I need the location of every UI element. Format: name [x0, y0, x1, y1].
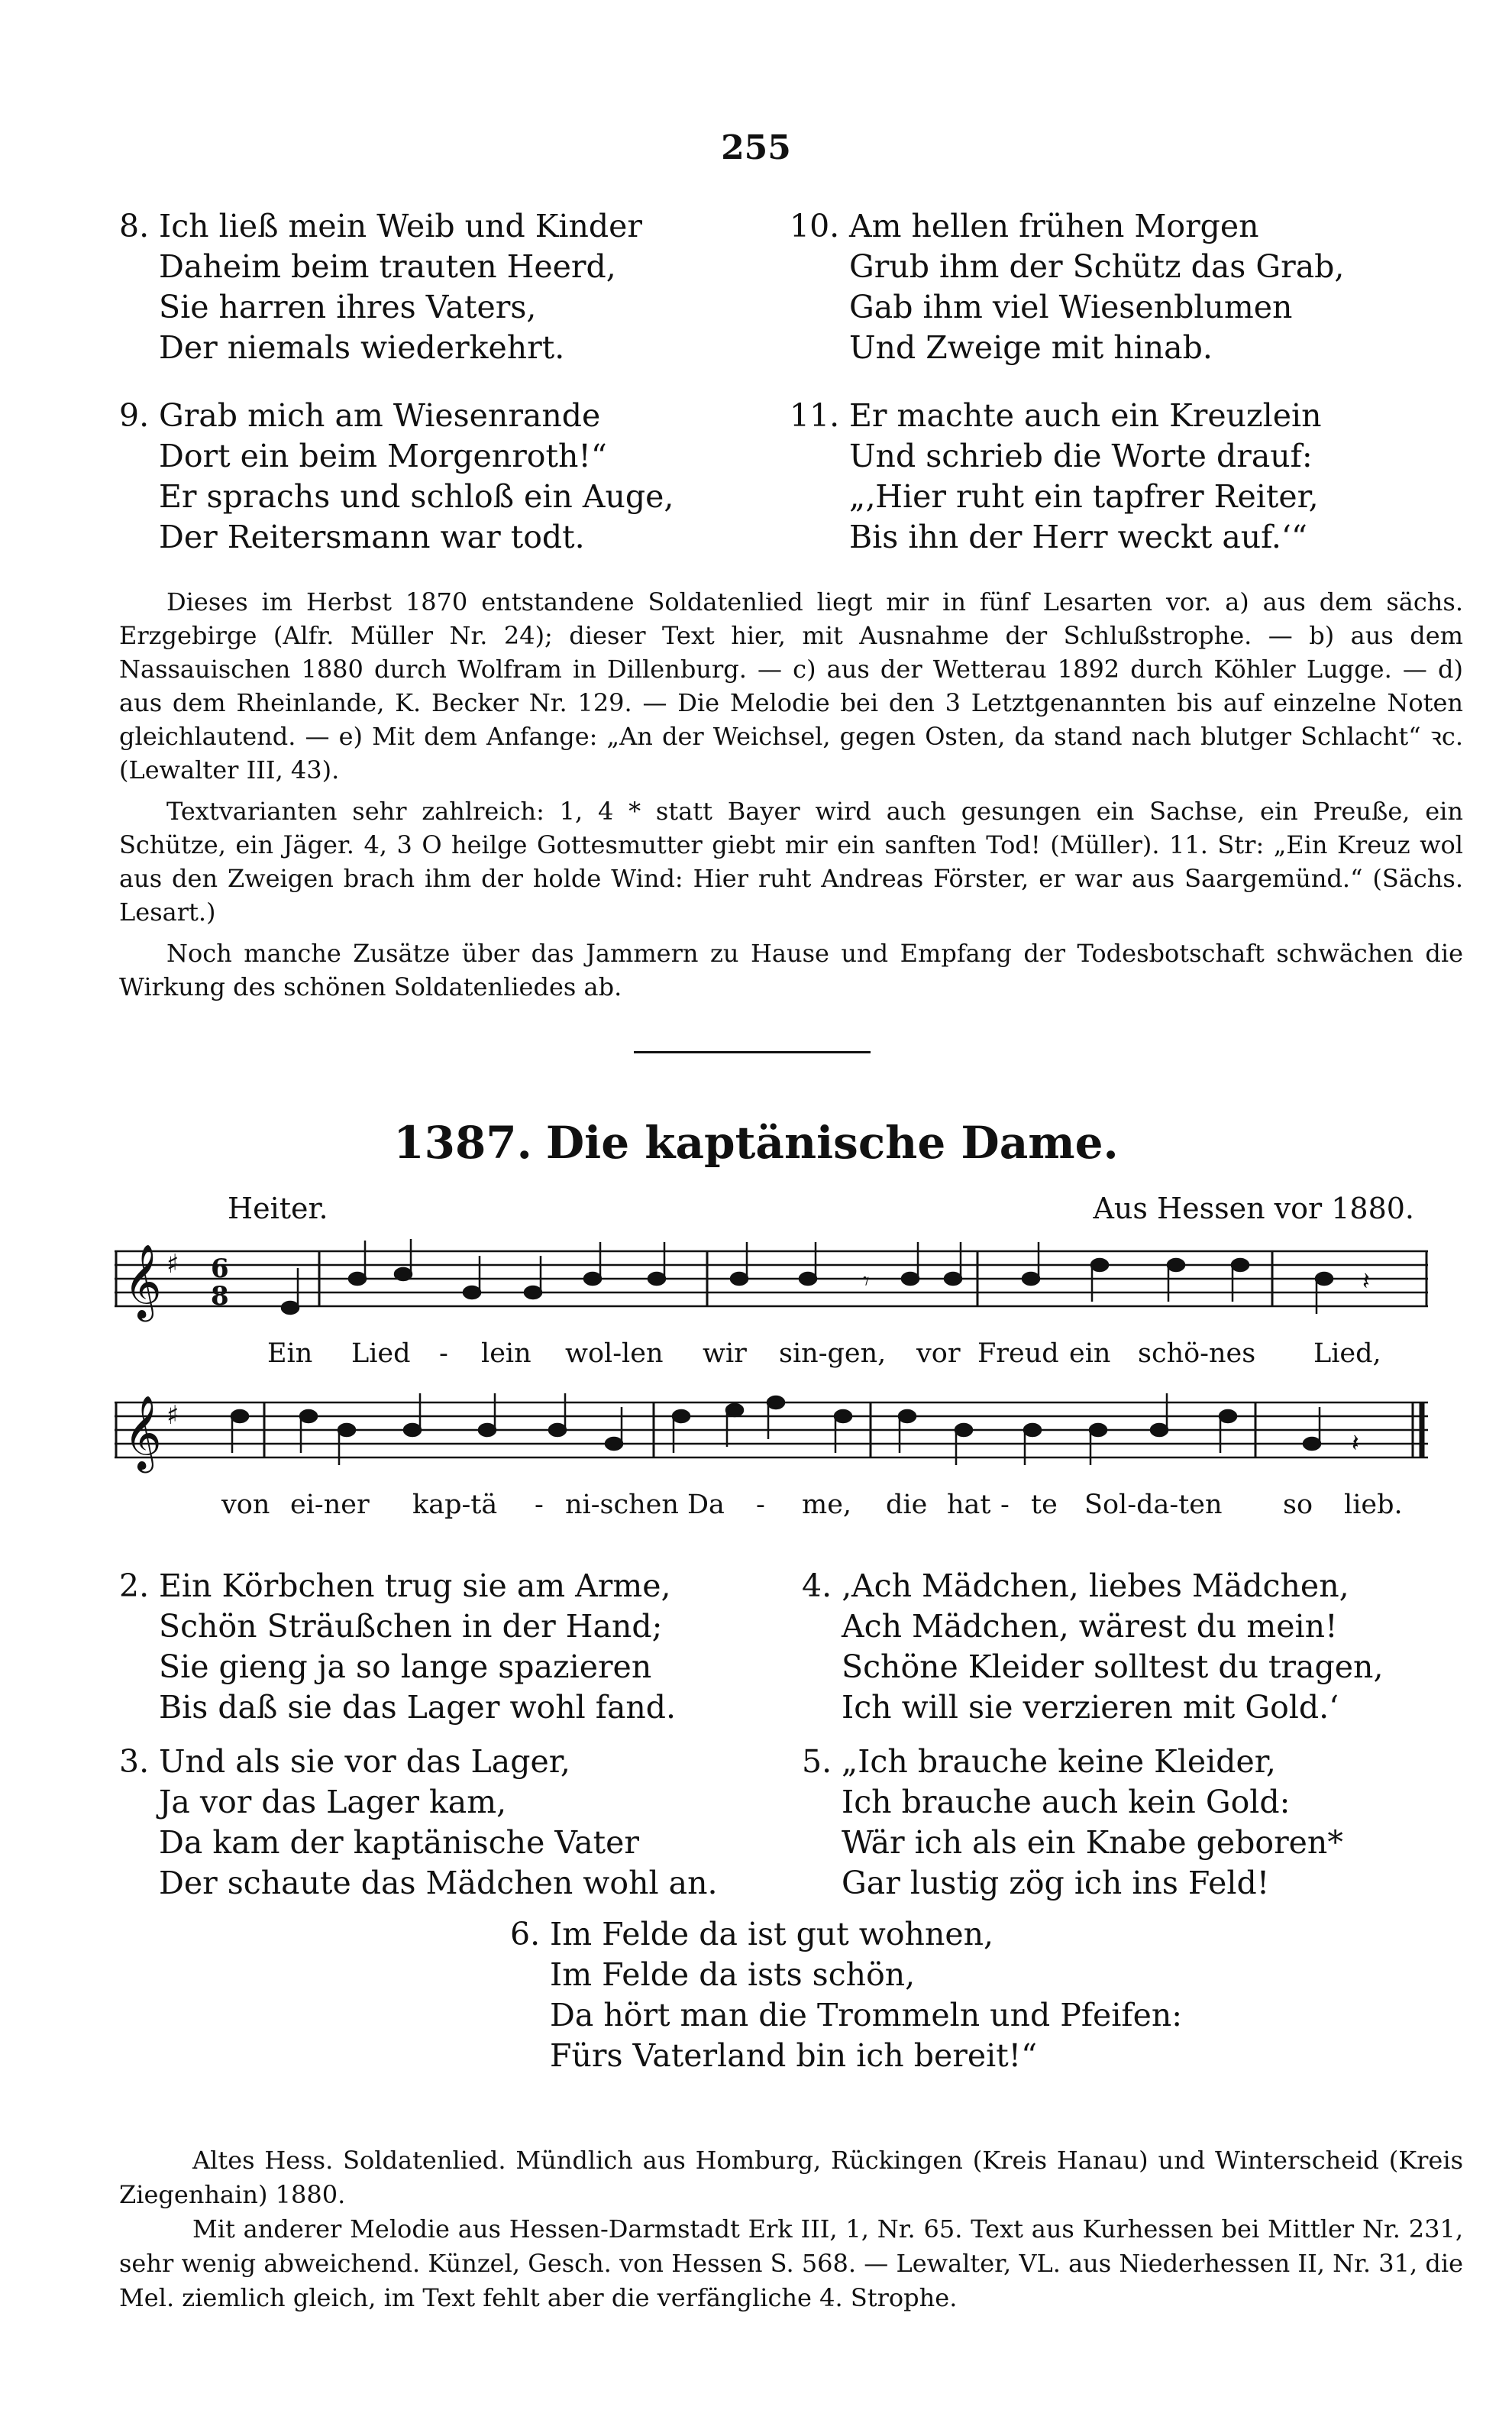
note: [1220, 1410, 1236, 1422]
verse-line: Da kam der kaptänische Vater: [159, 1824, 639, 1861]
stanza-number: 8.: [119, 208, 150, 244]
note: [1304, 1438, 1320, 1450]
note: [349, 1273, 366, 1285]
song-stanza-4: [802, 1566, 1384, 1728]
lyrics-line-1: [122, 1338, 1466, 1372]
lyric-syllable: lein: [481, 1338, 531, 1369]
verse-line: Da hört man die Trommeln und Pfeifen:: [550, 1997, 1183, 2033]
note-paragraph: Textvarianten sehr zahlreich: 1, 4 * statt Bayer wird auch gesungen ein Sachse, ein Preuße, ein Schütze, ein Jäger. 4, 3 O heilge Gottesmutter giebt mir ein sanften Tod! (Müller). 11. Str: „Ein Kreuz wol aus den Zweigen brach ihm der holde Wind: Hier ruht Andreas Förster, er war aus Saargemünd.“ (Sächs. Lesart.): [119, 797, 1463, 927]
note: [1024, 1424, 1041, 1436]
note: [1316, 1273, 1333, 1285]
note: [800, 1273, 816, 1285]
song-number: 1387.: [393, 1117, 532, 1169]
verse-line: Und Zweige mit hinab.: [849, 329, 1213, 366]
verse-line: Gar lustig zög ich ins Feld!: [842, 1865, 1270, 1901]
notes: [282, 1239, 1333, 1314]
note: [282, 1302, 299, 1314]
note: [464, 1286, 480, 1299]
stanza-11: [790, 396, 1321, 558]
treble-clef-icon: 𝄞: [124, 1395, 162, 1470]
lyric-syllable: Sol-da-ten: [1084, 1490, 1223, 1520]
rest-icon: 𝄽: [1352, 1428, 1359, 1457]
verse-line: Ein Körbchen trug sie am Arme,: [159, 1567, 671, 1604]
stanza-number: 10.: [790, 208, 840, 244]
rest-icon: 𝄽: [1362, 1267, 1370, 1296]
section-divider: [634, 1051, 871, 1053]
stanza-number: 9.: [119, 397, 150, 434]
song-title: Die kaptänische Dame.: [545, 1117, 1119, 1169]
verse-line: Ich ließ mein Weib und Kinder: [159, 208, 642, 244]
lyric-syllable: -: [756, 1490, 765, 1520]
verse-line: Am hellen frühen Morgen: [849, 208, 1259, 244]
verse-line: Grab mich am Wiesenrande: [159, 397, 601, 434]
sharp-icon: ♯: [166, 1400, 179, 1431]
page-number: 255: [721, 128, 791, 167]
verse-line: Ich brauche auch kein Gold:: [842, 1784, 1291, 1820]
verse-line: Schöne Kleider solltest du tragen,: [842, 1648, 1384, 1685]
lyric-syllable: so: [1283, 1490, 1313, 1520]
stanza-number: 3.: [119, 1743, 150, 1780]
note: [731, 1273, 748, 1285]
lyric-syllable: -: [535, 1490, 544, 1520]
verse-line: Im Felde da ist gut wohnen,: [550, 1916, 994, 1952]
verse-line: ‚Ach Mädchen, liebes Mädchen,: [842, 1567, 1349, 1604]
lyric-syllable: vor: [916, 1338, 961, 1369]
verse-line: Im Felde da ists schön,: [550, 1956, 916, 1993]
note: [525, 1286, 541, 1299]
note: [1023, 1273, 1039, 1285]
note: [584, 1273, 601, 1285]
note: [835, 1410, 851, 1422]
note: [726, 1404, 743, 1416]
verse-line: Bis daß sie das Lager wohl fand.: [159, 1689, 677, 1726]
treble-clef-icon: 𝄞: [124, 1244, 162, 1318]
note: [767, 1396, 784, 1409]
stanza-10: [790, 206, 1344, 368]
song-stanza-3: [119, 1742, 718, 1904]
source-notes: [119, 2143, 1463, 2315]
lyric-syllable: Freud: [977, 1338, 1059, 1369]
verse-line: Bis ihn der Herr weckt auf.‘“: [849, 519, 1307, 555]
note: [404, 1424, 421, 1436]
lyric-syllable: kap-tä: [412, 1490, 498, 1520]
time-signature-bottom: 8: [211, 1281, 229, 1312]
verse-line: Der schaute das Mädchen wohl an.: [159, 1865, 718, 1901]
verse-line: Der Reitersmann war todt.: [159, 519, 585, 555]
lyric-syllable: die: [886, 1490, 928, 1520]
note: [1090, 1424, 1107, 1436]
note-paragraph: Altes Hess. Soldatenlied. Mündlich aus Homburg, Rückingen (Kreis Hanau) und Winterscheid (Kreis Ziegenhain) 1880.: [119, 2146, 1463, 2209]
time-signature-top: 6: [211, 1254, 229, 1284]
song-heading: [0, 1117, 1512, 1169]
note: [395, 1268, 412, 1280]
lyric-syllable: te: [1031, 1490, 1058, 1520]
verse-line: Dort ein beim Morgenroth!“: [159, 438, 607, 474]
verse-line: Schön Sträußchen in der Hand;: [159, 1608, 663, 1645]
music-staff-1: [115, 1228, 1428, 1335]
verse-line: Daheim beim trauten Heerd,: [159, 248, 616, 285]
lyric-syllable: -: [1000, 1490, 1010, 1520]
verse-line: Ja vor das Lager kam,: [159, 1784, 507, 1820]
stanza-number: 2.: [119, 1567, 150, 1604]
song-origin: Aus Hessen vor 1880.: [1093, 1192, 1414, 1225]
note: [899, 1410, 916, 1422]
note: [1232, 1259, 1249, 1271]
lyric-syllable: ei-ner: [290, 1490, 370, 1520]
note: [902, 1273, 919, 1285]
verse-line: Gab ihm viel Wiesenblumen: [849, 289, 1293, 325]
lyric-syllable: -: [439, 1338, 448, 1369]
verse-line: Sie gieng ja so lange spazieren: [159, 1648, 652, 1685]
lyric-syllable: hat: [947, 1490, 991, 1520]
song-stanza-6: [510, 1914, 1182, 2076]
lyric-syllable: Lied,: [1313, 1338, 1381, 1369]
lyric-syllable: ein: [1069, 1338, 1111, 1369]
lyric-syllable: sin-gen,: [779, 1338, 887, 1369]
staff-lines: [115, 1251, 1428, 1306]
lyric-syllable: Lied: [351, 1338, 411, 1369]
verse-line: Ach Mädchen, wärest du mein!: [842, 1608, 1338, 1645]
verse-line: Er machte auch ein Kreuzlein: [849, 397, 1322, 434]
lyric-syllable: wol-len: [565, 1338, 664, 1369]
note: [300, 1410, 317, 1422]
note: [231, 1410, 248, 1422]
lyrics-line-2: [122, 1490, 1466, 1523]
verse-line: Der niemals wiederkehrt.: [159, 329, 565, 366]
note: [549, 1424, 566, 1436]
music-staff-2: [115, 1380, 1428, 1487]
stanza-number: 6.: [510, 1916, 541, 1952]
note: [1091, 1259, 1108, 1271]
lyric-syllable: Da: [687, 1490, 725, 1520]
lyric-syllable: lieb.: [1344, 1490, 1403, 1520]
note: [673, 1410, 690, 1422]
verse-line: Er sprachs und schloß ein Auge,: [159, 478, 674, 515]
verse-line: Fürs Vaterland bin ich bereit!“: [550, 2037, 1038, 2074]
lyric-syllable: ni-schen: [565, 1490, 679, 1520]
note: [606, 1438, 622, 1450]
verse-line: Grub ihm der Schütz das Grab,: [849, 248, 1345, 285]
note: [945, 1273, 961, 1285]
note-paragraph: Mit anderer Melodie aus Hessen-Darmstadt Erk III, 1, Nr. 65. Text aus Kurhessen bei Mittler Nr. 231, sehr wenig abweichend. Künzel, Gesch. von Hessen S. 568. — Lewalter, VL. aus Niederhessen II, Nr. 31, die Mel. ziemlich gleich, im Text fehlt aber die verfängliche 4. Strophe.: [119, 2214, 1463, 2312]
verse-line: Sie harren ihres Vaters,: [159, 289, 537, 325]
editorial-notes: [119, 585, 1463, 1011]
sharp-icon: ♯: [166, 1249, 179, 1279]
verse-line: Ich will sie verzieren mit Gold.‘: [842, 1689, 1339, 1726]
stanza-number: 11.: [790, 397, 840, 434]
note: [479, 1424, 496, 1436]
lyric-syllable: von: [221, 1490, 270, 1520]
note: [1168, 1259, 1184, 1271]
stanza-8: [119, 206, 642, 368]
note: [648, 1273, 665, 1285]
verse-line: „Ich brauche keine Kleider,: [842, 1743, 1276, 1780]
verse-line: „‚Hier ruht ein tapfrer Reiter,: [849, 478, 1319, 515]
lyric-syllable: me,: [802, 1490, 852, 1520]
note-paragraph: Noch manche Zusätze über das Jammern zu Hause und Empfang der Todesbotschaft schwächen die Wirkung des schönen Soldatenliedes ab.: [119, 939, 1463, 1001]
rest-icon: 𝄾: [863, 1267, 870, 1296]
note: [338, 1424, 355, 1436]
song-stanza-5: [802, 1742, 1343, 1904]
song-stanza-2: [119, 1566, 676, 1728]
verse-line: Wär ich als ein Knabe geboren*: [842, 1824, 1343, 1861]
verse-line: Und als sie vor das Lager,: [159, 1743, 570, 1780]
lyric-syllable: wir: [703, 1338, 747, 1369]
tempo-marking: Heiter.: [228, 1192, 328, 1225]
note-paragraph: Dieses im Herbst 1870 entstandene Soldatenlied liegt mir in fünf Lesarten vor. a) aus dem sächs. Erzgebirge (Alfr. Müller Nr. 24); dieser Text hier, mit Ausnahme der Schlußstrophe. — b) aus dem Nassauischen 1880 durch Wolfram in Dillenburg. — c) aus der Wetterau 1892 durch Köhler Lugge. — d) aus dem Rheinlande, K. Becker Nr. 129. — Die Melodie bei den 3 Letztgenannten bis auf einzelne Noten gleichlautend. — e) Mit dem Anfange: „An der Weichsel, gegen Osten, da stand nach blutger Schlacht“ ꝛc. (Lewalter III, 43).: [119, 587, 1463, 785]
stanza-9: [119, 396, 674, 558]
stanza-number: 5.: [802, 1743, 832, 1780]
stanza-number: 4.: [802, 1567, 832, 1604]
note: [1151, 1424, 1168, 1436]
note: [955, 1424, 972, 1436]
verse-line: Und schrieb die Worte drauf:: [849, 438, 1313, 474]
lyric-syllable: Ein: [267, 1338, 313, 1369]
lyric-syllable: schö-nes: [1138, 1338, 1256, 1369]
